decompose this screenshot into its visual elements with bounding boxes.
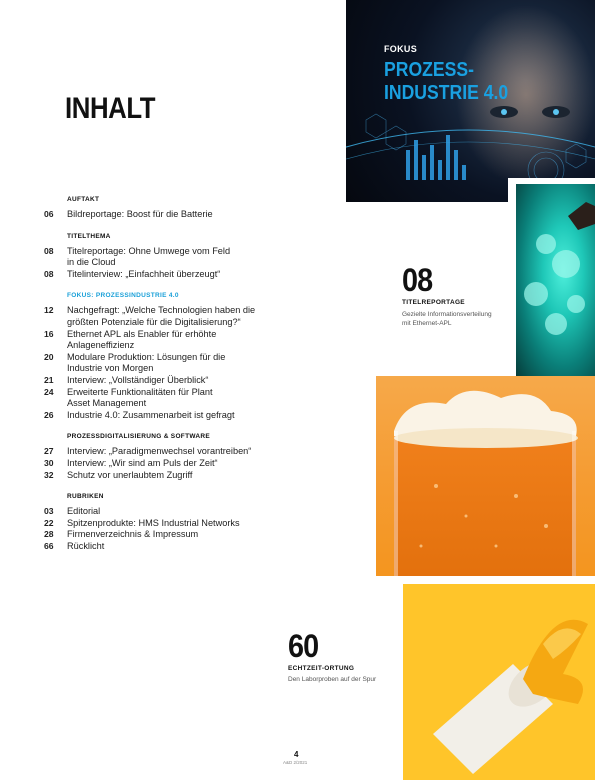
toc-entry[interactable]: [44, 470, 334, 482]
toc-entry-line: Modulare Produktion: Lösungen für die: [67, 351, 226, 362]
section-label: FOKUS: PROZESSINDUSTRIE 4.0: [67, 292, 179, 300]
toc-entry[interactable]: [44, 529, 334, 541]
feature-desc-line1: Gezielte Informationsverteilung: [402, 311, 492, 318]
toc-entry-line: Schutz vor unerlaubtem Zugriff: [67, 469, 193, 480]
feature-desc: Den Laborproben auf der Spur: [288, 676, 377, 683]
toc-entry-text: [67, 470, 334, 482]
toc-entry-line: Industrie von Morgen: [67, 363, 154, 374]
toc-entry-line: Anlageneffizienz: [67, 340, 135, 351]
toc-page-number: 21: [44, 374, 54, 385]
toc-entry-text: [67, 458, 334, 470]
toc-page-number: 22: [44, 517, 54, 528]
toc-page-number: 66: [44, 540, 54, 551]
toc-page-number: 08: [44, 245, 54, 256]
section-gap: [44, 280, 334, 292]
page-number: 4: [294, 750, 299, 759]
section-label: PROZESSDIGITALISIERUNG & SOFTWARE: [67, 433, 211, 441]
feature-label: TITELREPORTAGE: [402, 299, 465, 306]
feature-label: ECHTZEIT-ORTUNG: [288, 665, 355, 672]
toc-entry[interactable]: [44, 446, 334, 458]
toc-entry-text: [67, 375, 334, 387]
table-of-contents: [44, 196, 334, 552]
feature-echtzeit-ortung[interactable]: [288, 628, 398, 684]
toc-entry[interactable]: [44, 410, 334, 422]
toc-entry-line: Ethernet APL als Enabler für erhöhte: [67, 328, 217, 339]
toc-page-number: 30: [44, 457, 54, 468]
toc-entry[interactable]: [44, 352, 334, 375]
toc-page-number: 12: [44, 305, 54, 316]
toc-entry-line: Nachgefragt: „Welche Technologien haben die: [67, 305, 256, 316]
toc-entry[interactable]: [44, 506, 334, 518]
page-title: INHALT: [65, 92, 156, 125]
toc-entry-text: [67, 529, 334, 541]
toc-page-number: 26: [44, 409, 54, 420]
toc-entry-line: Industrie 4.0: Zusammenarbeit ist gefragt: [67, 409, 235, 420]
toc-entry-text: [67, 305, 334, 328]
section-gap: [44, 421, 334, 433]
toc-entry[interactable]: [44, 518, 334, 530]
feature-number: 08: [402, 262, 433, 298]
feature-desc-line2: mit Ethernet-APL: [402, 320, 452, 327]
toc-entry-text: [67, 269, 334, 281]
toc-page-number: 16: [44, 328, 54, 339]
hero-title-line1: PROZESS-: [384, 59, 474, 81]
toc-entry-line: Asset Management: [67, 398, 147, 409]
toc-entry-line: in die Cloud: [67, 257, 116, 268]
hero-title: [384, 59, 508, 105]
toc-page-number: 08: [44, 268, 54, 279]
toc-entry-text: [67, 446, 334, 458]
section-gap: [44, 481, 334, 493]
section-label: RUBRIKEN: [67, 493, 104, 501]
toc-entry-text: [67, 329, 334, 352]
toc-entry[interactable]: [44, 329, 334, 352]
toc-entry[interactable]: [44, 246, 334, 269]
toc-entry-line: Interview: „Wir sind am Puls der Zeit“: [67, 457, 218, 468]
beer-glass-image: [376, 376, 595, 576]
toc-entry-line: Firmenverzeichnis & Impressum: [67, 529, 199, 540]
toc-entry[interactable]: [44, 387, 334, 410]
toc-entry-line: Erweiterte Funktionalitäten für Plant: [67, 386, 213, 397]
toc-entry[interactable]: [44, 375, 334, 387]
section-label: TITELTHEMA: [67, 232, 111, 240]
toc-entry-line: Titelinterview: „Einfachheit überzeugt“: [67, 268, 221, 279]
toc-page-number: 27: [44, 446, 54, 457]
section-label: AUFTAKT: [67, 196, 100, 203]
toc-entry-text: [67, 209, 334, 221]
toc-entry-text: [67, 352, 334, 375]
toc-entry-line: Rücklicht: [67, 540, 105, 551]
feature-number: 60: [288, 628, 319, 664]
toc-page-number: 03: [44, 506, 54, 517]
toc-entry[interactable]: [44, 458, 334, 470]
toc-entry-text: [67, 410, 334, 422]
toc-page-number: 32: [44, 469, 54, 480]
toc-entry-line: Spitzenprodukte: HMS Industrial Networks: [67, 517, 240, 528]
toc-entry-line: Titelreportage: Ohne Umwege vom Feld: [67, 245, 231, 256]
toc-page-number: 20: [44, 351, 54, 362]
toc-entry[interactable]: [44, 305, 334, 328]
toc-entry-text: [67, 246, 334, 269]
toc-entry[interactable]: [44, 541, 334, 553]
toc-entry-text: [67, 518, 334, 530]
yellow-paint-image: [403, 584, 595, 780]
hero-label: FOKUS: [384, 44, 417, 54]
teal-image-frame: [508, 178, 595, 384]
toc-entry-line: Editorial: [67, 506, 101, 517]
toc-page-number: 28: [44, 529, 54, 540]
toc-entry-text: [67, 541, 334, 553]
toc-entry[interactable]: [44, 269, 334, 281]
toc-page-number: 24: [44, 386, 54, 397]
toc-page-number: 06: [44, 209, 54, 219]
toc-entry-line: größten Potenziale für die Digitalisierung?“: [67, 316, 241, 327]
toc-entry-text: [67, 506, 334, 518]
section-gap: [44, 221, 334, 233]
toc-entry-line: Interview: „Vollständiger Überblick“: [67, 374, 209, 385]
feature-titelreportage[interactable]: [402, 262, 512, 328]
toc-entry-text: [67, 387, 334, 410]
toc-entry-line: Interview: „Paradigmenwechsel vorantreiben“: [67, 446, 252, 457]
hero-image: [346, 0, 595, 202]
teal-powder-image: [516, 184, 595, 376]
toc-entry-line: Bildreportage: Boost für die Batterie: [67, 209, 213, 219]
footer-issue: A&D 2/2021: [283, 760, 308, 765]
hero-title-line2: INDUSTRIE 4.0: [384, 82, 509, 104]
toc-entry[interactable]: [44, 209, 334, 221]
